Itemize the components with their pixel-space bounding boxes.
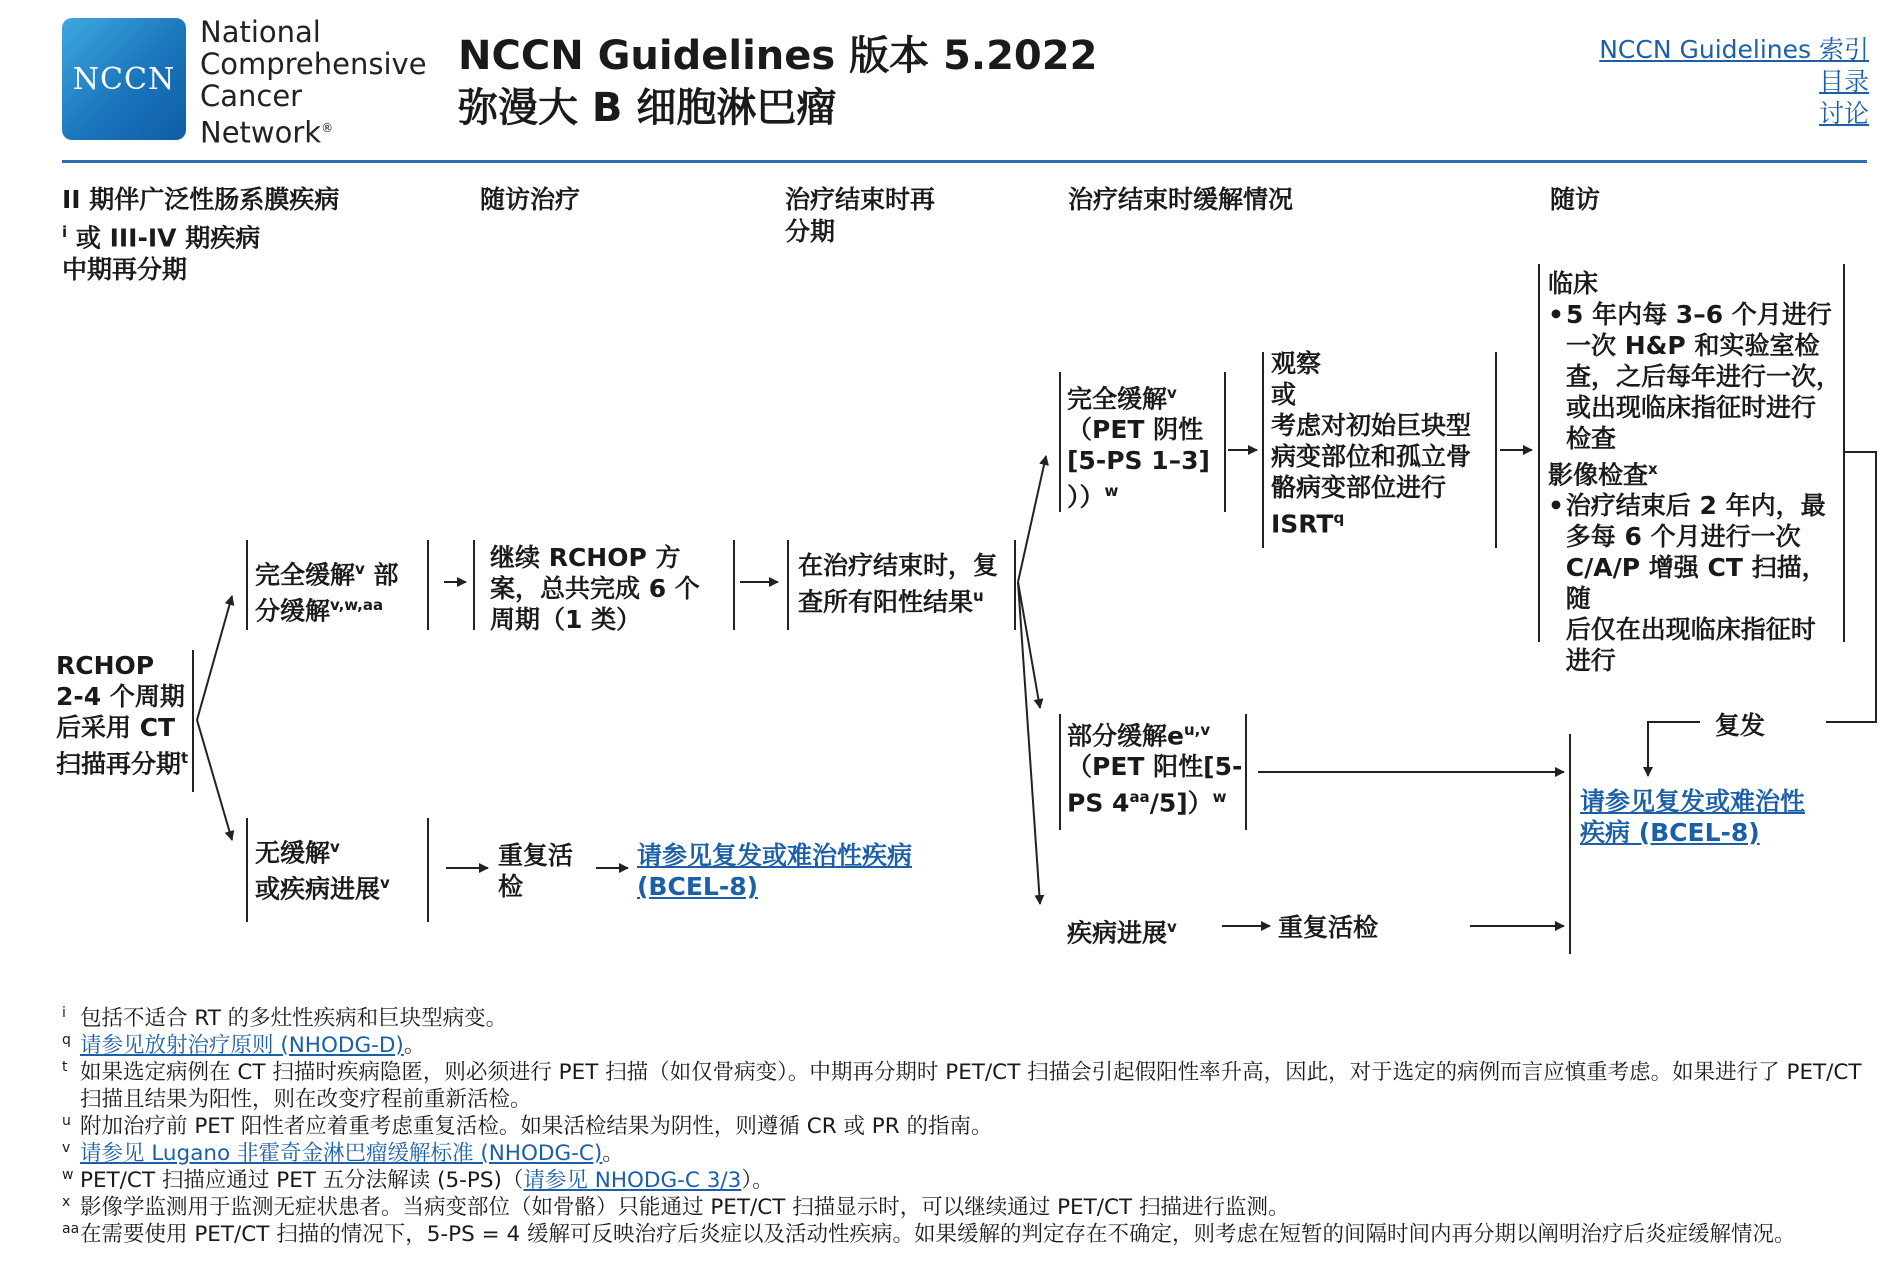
footnotes (62, 1005, 1862, 1248)
org-line: Comprehensive (200, 47, 427, 81)
guidelines-index-link[interactable]: NCCN Guidelines 索引 (1599, 35, 1869, 64)
column-header-end-restaging: 治疗结束时再 分期 (785, 185, 936, 246)
see-relapsed-link[interactable]: 请参见复发或难治性疾病 (BCEL-8) (637, 841, 913, 901)
rt-principles-link[interactable]: 请参见放射治疗原则 (NHODG-D) (80, 1033, 404, 1058)
discussion-link[interactable]: 讨论 (1818, 99, 1869, 128)
cr-pr-box: 完全缓解$^v$ 部 分缓解$^{v,w,aa}$ (255, 560, 399, 626)
nhodg-c-link[interactable]: 请参见 NHODG-C 3/3 (523, 1168, 742, 1193)
column-header-response: 治疗结束时缓解情况 (1068, 185, 1294, 214)
arrow (1018, 456, 1046, 582)
title-disease: 弥漫大 B 细胞淋巴瘤 (458, 85, 837, 131)
see-relapsed-link-2[interactable]: 请参见复发或难治性 疾病 (BCEL-8) (1580, 787, 1806, 847)
column-header-staging: II 期伴广泛性肠系膜疾病 $^i$ 或 III-IV 期疾病 中期再分期 (62, 185, 340, 285)
org-line: Cancer (200, 79, 303, 113)
arrow (1018, 582, 1040, 708)
footnote-aa: aa 在需要使用 PET/CT 扫描的情况下，5-PS = 4 缓解可反映治疗后炎症以及活动性疾病。如果缓解的判定存在不确定，则考虑在短暂的间隔时间内再分期以阐明治疗后炎症缓解情况。 (62, 1221, 1796, 1247)
arrow (1018, 582, 1040, 904)
surveillance-box: 临床 • 5 年内每 3–6 个月进行 一次 H&P 和实验室检 查，之后每年进行一次， 或出现临床指征时进行 检查 影像检查$^x$ • 治疗结束后 2 年内，最 多每 6 个月进行一次 C/A/P 增强 CT 扫描，随 后仅在出现临床指征时 进行 (1548, 269, 1842, 676)
rebiopsy-box: 重复活 检 (498, 841, 574, 901)
relapse-label: 复发 (1715, 711, 1766, 740)
relapse-connector (1826, 452, 1876, 722)
arrow (197, 720, 232, 840)
footnote-t: t 如果选定病例在 CT 扫描时疾病隐匿，则必须进行 PET 扫描（如仅骨病变）。中期再分期时 PET/CT 扫描会引起假阳性率升高，因此，对于选定的病例而言应慎重考虑。如果进行了 PET/CT 扫描且结果为阳性，则在改变疗程前重新活检。 (62, 1059, 1862, 1112)
org-line: National (200, 15, 321, 49)
footnote-x: x 影像学监测用于监测无症状患者。当病变部位（如骨骼）只能通过 PET/CT 扫描显示时，可以继续通过 PET/CT 扫描进行监测。 (62, 1194, 1290, 1220)
logo-text: NCCN (72, 61, 176, 97)
column-header-surveillance: 随访 (1550, 185, 1601, 214)
rchop-box: RCHOP 2-4 个周期 后采用 CT 扫描再分期$^t$ (56, 651, 189, 779)
footnote-q: q 请参见放射治疗原则 (NHODG-D)。 (62, 1032, 426, 1058)
column-header-followup-therapy: 随访治疗 (480, 185, 581, 214)
restage-box: 在治疗结束时，复 查所有阳性结果$^u$ (798, 551, 999, 617)
continue-rchop-box: 继续 RCHOP 方 案，总共完成 6 个 周期（1 类） (490, 543, 700, 634)
footnote-i: i 包括不适合 RT 的多灶性疾病和巨块型病变。 (62, 1005, 508, 1031)
footnote-w: w PET/CT 扫描应通过 PET 五分法解读 (5-PS)（请参见 NHODG-C 3/3）。 (62, 1167, 774, 1193)
footnote-v: v 请参见 Lugano 非霍奇金淋巴瘤缓解标准 (NHODG-C)。 (62, 1140, 624, 1166)
arrow (197, 596, 232, 720)
complete-response-box: 完全缓解$^v$ （PET 阴性 [5-PS 1–3] ））$^w$ (1067, 384, 1210, 512)
title-version: NCCN Guidelines 版本 5.2022 (458, 33, 1098, 79)
progression-box: 疾病进展$^v$ (1067, 918, 1177, 948)
lugano-criteria-link[interactable]: 请参见 Lugano 非霍奇金淋巴瘤缓解标准 (NHODG-C) (80, 1141, 603, 1166)
arrow (1648, 722, 1700, 776)
no-response-box: 无缓解$^v$ 或疾病进展$^v$ (255, 838, 390, 904)
partial-response-box: 部分缓解$e^{u,v}$ （PET 阳性[5- PS $4^{aa}/5])^w$ (1067, 721, 1243, 818)
observe-isrt-box: 观察 或 考虑对初始巨块型 病变部位和孤立骨 骼病变部位进行 ISRT$^q$ (1271, 349, 1472, 539)
rebiopsy-box-2: 重复活检 (1278, 913, 1379, 942)
footnote-u: u 附加治疗前 PET 阳性者应着重考虑重复活检。如果活检结果为阴性，则遵循 CR 或 PR 的指南。 (62, 1113, 993, 1139)
table-of-contents-link[interactable]: 目录 (1818, 67, 1869, 96)
org-line: Network® (200, 115, 334, 150)
